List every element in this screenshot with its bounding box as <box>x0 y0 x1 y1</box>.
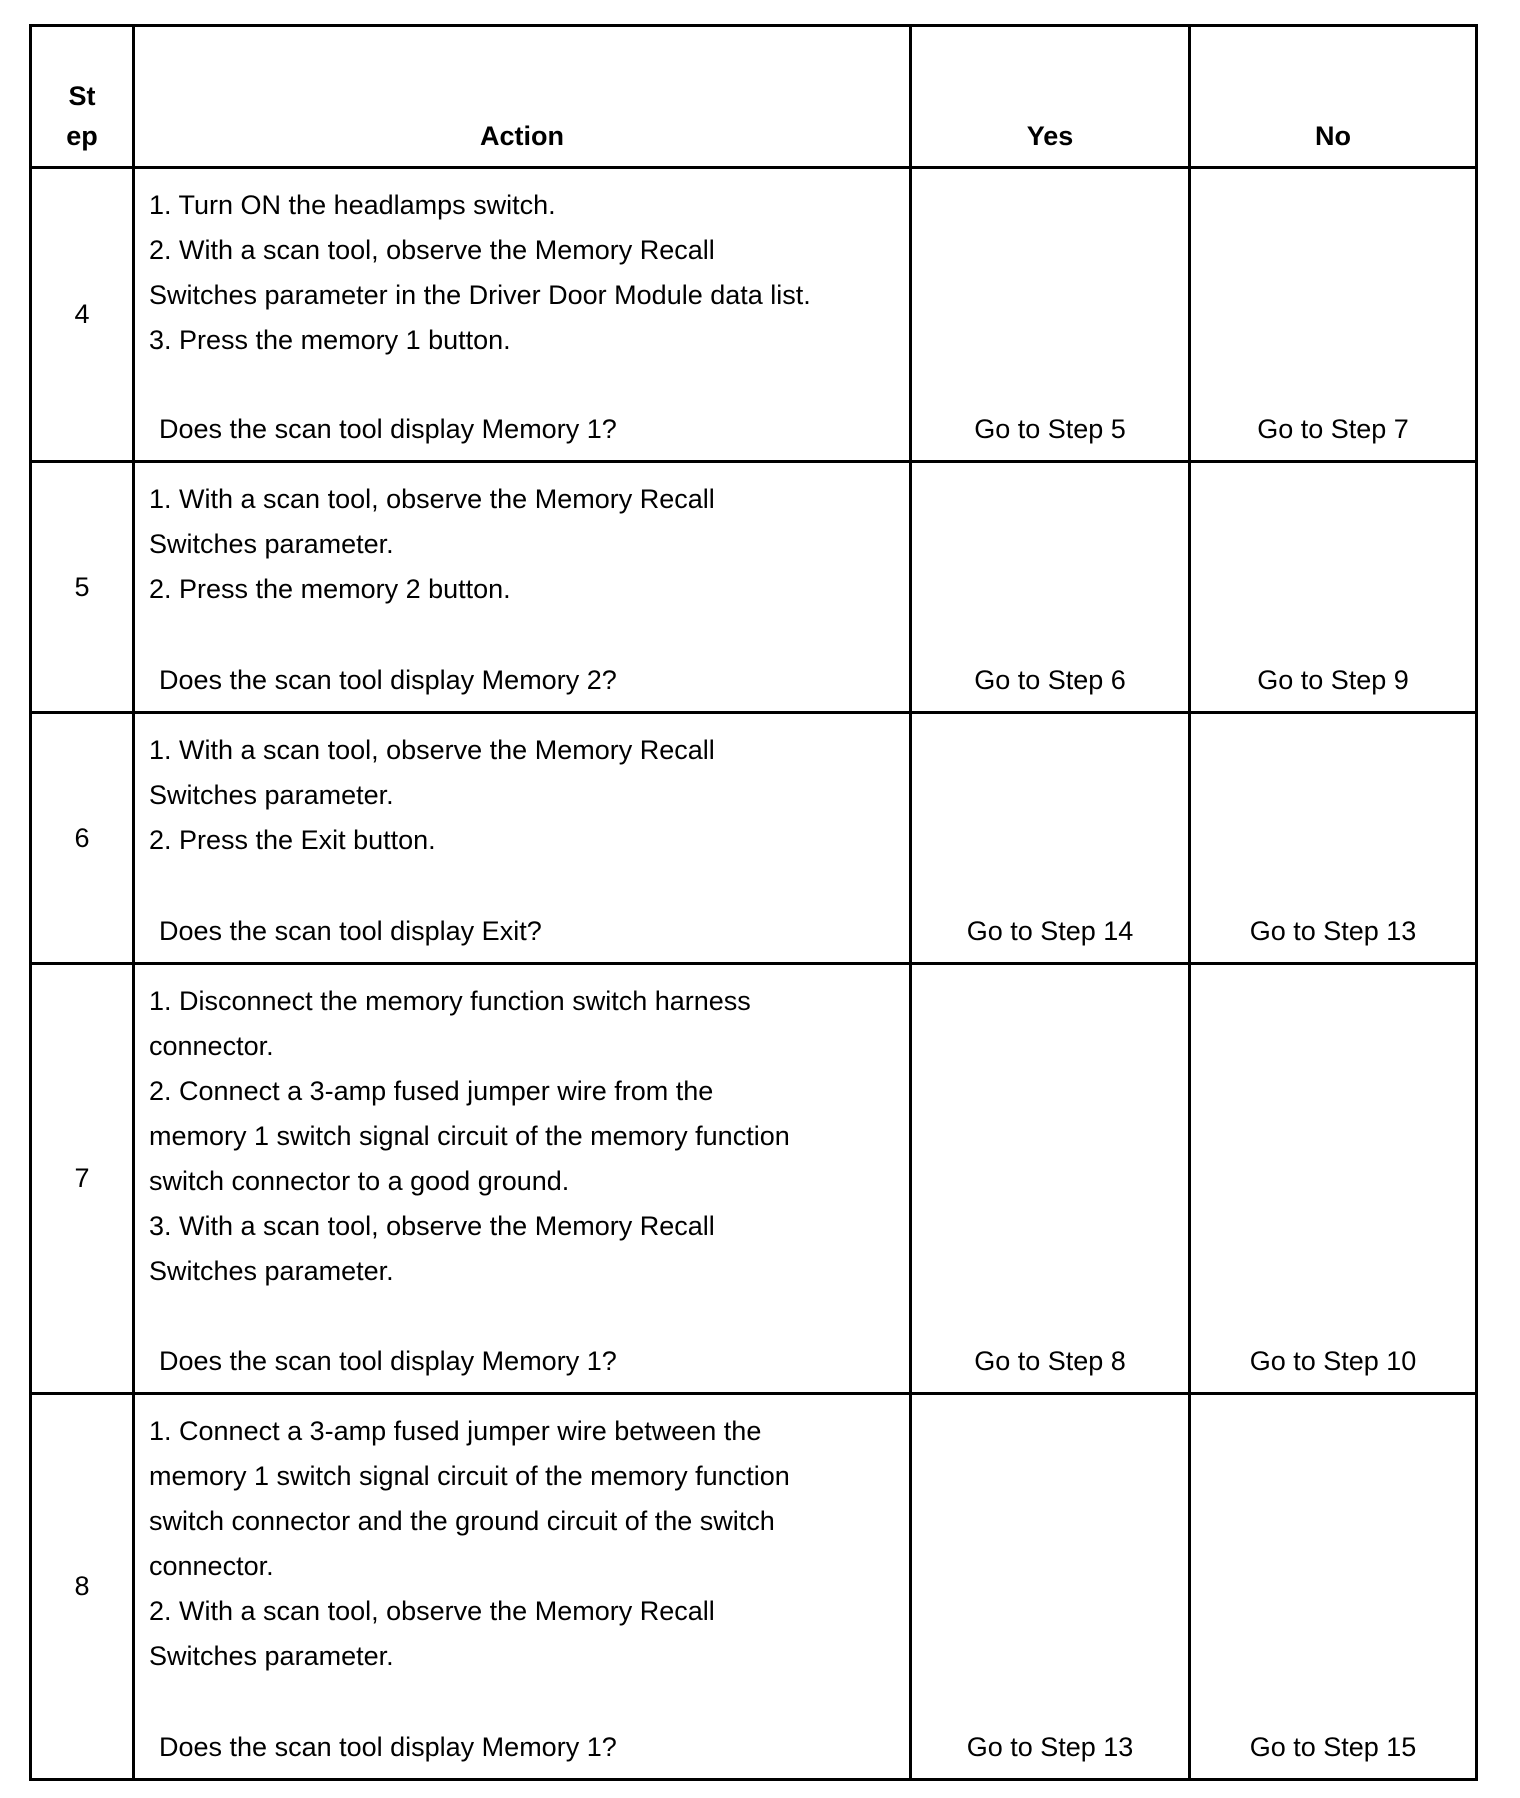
yes-result: Go to Step 14 <box>966 916 1134 946</box>
table-row <box>31 462 1477 713</box>
action-line: connector. <box>149 1031 274 1061</box>
action-line: 3. With a scan tool, observe the Memory Recall <box>149 1211 715 1241</box>
no-cell <box>1190 713 1477 964</box>
action-question: Does the scan tool display Memory 1? <box>159 414 617 444</box>
no-result: Go to Step 13 <box>1249 916 1417 946</box>
action-line: Switches parameter. <box>149 1641 394 1671</box>
action-line: switch connector and the ground circuit of the switch <box>149 1506 775 1536</box>
action-line: 2. With a scan tool, observe the Memory Recall <box>149 1596 715 1626</box>
action-line: 1. With a scan tool, observe the Memory Recall <box>149 484 715 514</box>
action-question: Does the scan tool display Memory 1? <box>159 1732 617 1762</box>
action-line: 1. Disconnect the memory function switch harness <box>149 986 751 1016</box>
step-number: 4 <box>31 168 134 462</box>
yes-result: Go to Step 8 <box>974 1346 1126 1376</box>
action-question: Does the scan tool display Exit? <box>159 916 542 946</box>
yes-cell <box>911 1394 1190 1780</box>
action-line: 1. Turn ON the headlamps switch. <box>149 190 556 220</box>
step-number: 8 <box>31 1394 134 1780</box>
no-result: Go to Step 9 <box>1257 665 1409 695</box>
no-cell <box>1190 1394 1477 1780</box>
action-line: connector. <box>149 1551 274 1581</box>
yes-header: Yes <box>911 26 1190 168</box>
action-question: Does the scan tool display Memory 2? <box>159 665 617 695</box>
yes-cell <box>911 168 1190 462</box>
step-header-line2: ep <box>66 121 98 151</box>
header-row <box>31 26 1477 168</box>
action-line: 2. With a scan tool, observe the Memory Recall <box>149 235 715 265</box>
action-cell <box>134 713 911 964</box>
step-number: 7 <box>31 964 134 1394</box>
table-row <box>31 168 1477 462</box>
action-line: Switches parameter. <box>149 780 394 810</box>
step-number: 6 <box>31 713 134 964</box>
action-line: 1. Connect a 3-amp fused jumper wire between the <box>149 1416 762 1446</box>
yes-result: Go to Step 6 <box>974 665 1126 695</box>
action-line: 1. With a scan tool, observe the Memory Recall <box>149 735 715 765</box>
yes-cell <box>911 462 1190 713</box>
yes-result: Go to Step 5 <box>974 414 1126 444</box>
action-header: Action <box>134 26 911 168</box>
action-line: 3. Press the memory 1 button. <box>149 325 511 355</box>
action-line: memory 1 switch signal circuit of the memory function <box>149 1461 790 1491</box>
action-line: Switches parameter in the Driver Door Module data list. <box>149 280 811 310</box>
no-cell <box>1190 964 1477 1394</box>
action-line: memory 1 switch signal circuit of the memory function <box>149 1121 790 1151</box>
action-cell <box>134 964 911 1394</box>
diagnostic-table <box>29 24 1478 1781</box>
no-result: Go to Step 10 <box>1249 1346 1417 1376</box>
action-line: Switches parameter. <box>149 1256 394 1286</box>
action-cell <box>134 462 911 713</box>
action-line: 2. Connect a 3-amp fused jumper wire from the <box>149 1076 714 1106</box>
step-header-line1: St <box>68 81 96 111</box>
action-line: 2. Press the Exit button. <box>149 825 436 855</box>
step-header <box>31 26 134 168</box>
action-line: Switches parameter. <box>149 529 394 559</box>
action-line: 2. Press the memory 2 button. <box>149 574 511 604</box>
action-line: switch connector to a good ground. <box>149 1166 570 1196</box>
no-result: Go to Step 7 <box>1257 414 1409 444</box>
action-cell <box>134 1394 911 1780</box>
no-header: No <box>1190 26 1477 168</box>
table-row <box>31 713 1477 964</box>
no-cell <box>1190 168 1477 462</box>
step-number: 5 <box>31 462 134 713</box>
action-cell <box>134 168 911 462</box>
yes-cell <box>911 713 1190 964</box>
table-row <box>31 1394 1477 1780</box>
no-cell <box>1190 462 1477 713</box>
no-result: Go to Step 15 <box>1249 1732 1417 1762</box>
yes-result: Go to Step 13 <box>966 1732 1134 1762</box>
yes-cell <box>911 964 1190 1394</box>
table-row <box>31 964 1477 1394</box>
action-question: Does the scan tool display Memory 1? <box>159 1346 617 1376</box>
